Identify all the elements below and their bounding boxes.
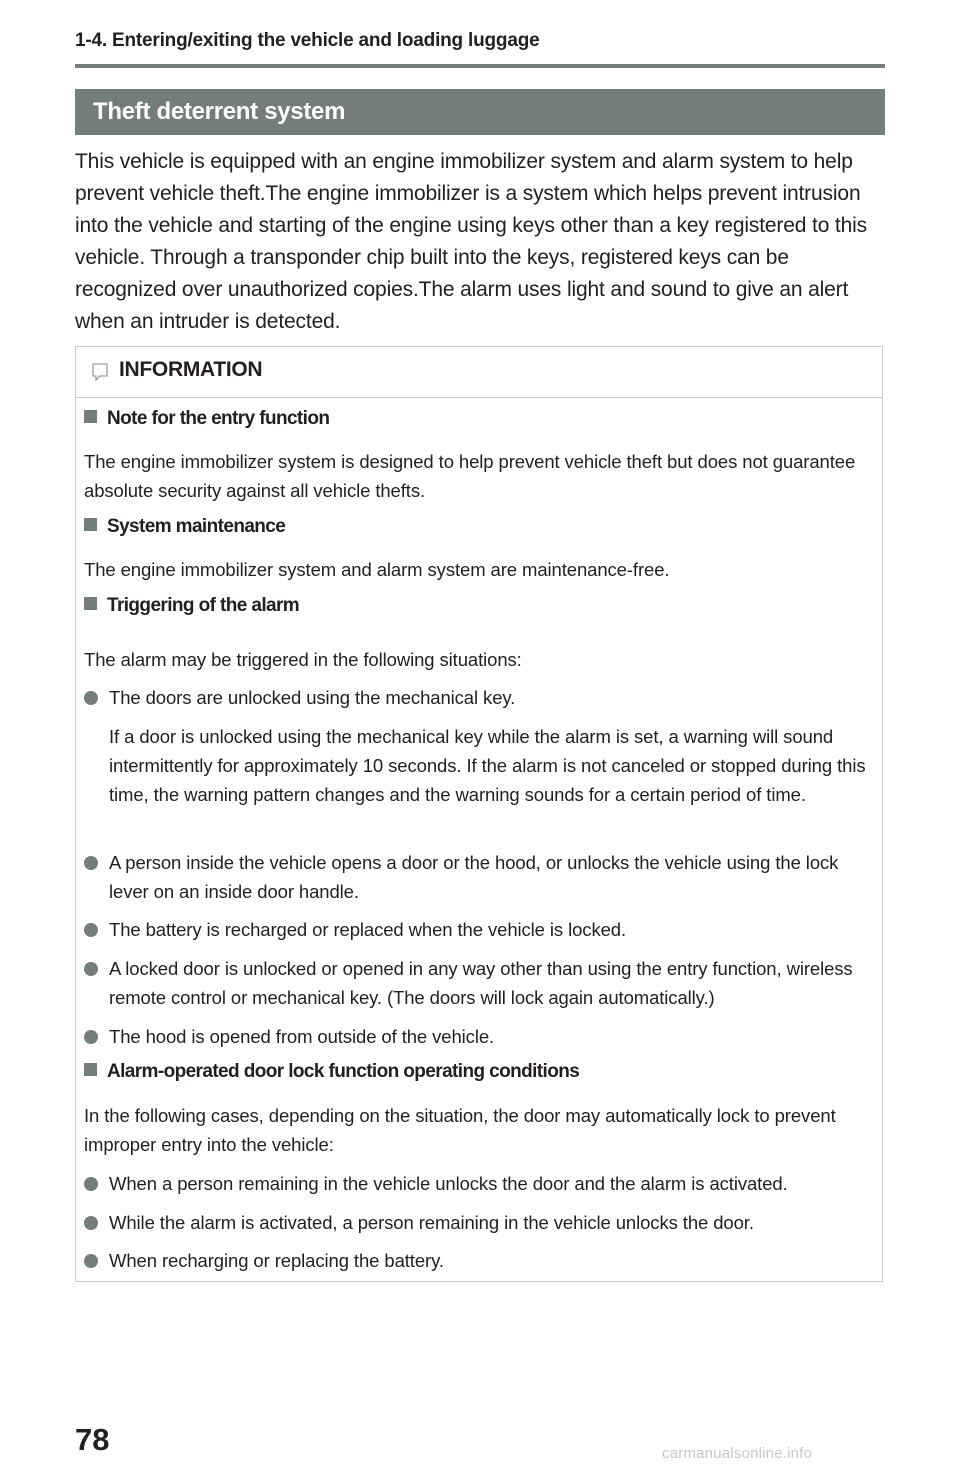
square-bullet-icon bbox=[84, 1063, 97, 1076]
information-icon bbox=[91, 363, 109, 381]
list-item: A locked door is unlocked or opened in any way other than using the entry function, wireless remote control or mechanical key. (The doors will lock again automatically.) bbox=[84, 954, 869, 1012]
entry-text: The engine immobilizer system is designed to help prevent vehicle theft but does not guarantee absolute security against all vehicle thefts. bbox=[84, 451, 856, 501]
round-bullet-icon bbox=[84, 1177, 98, 1191]
watermark: carmanualsonline.info bbox=[662, 1445, 813, 1462]
chapter-title: 1-4. Entering/exiting the vehicle and loading luggage bbox=[75, 30, 540, 51]
intro-paragraph: This vehicle is equipped with an engine immobilizer system and alarm system to help prevent vehicle theft.The engine immobilizer is a system which helps prevent intrusion into the vehicle and starting of the engine using keys other than a key registered to this vehicle. Through a transponder chip built into the keys, registered keys can be recognized over unauthorized copies.The alarm uses light and sound to give an alert when an intruder is detected. bbox=[75, 150, 867, 333]
triggering-text: The alarm may be triggered in the following situations: bbox=[84, 649, 522, 670]
list-item: When recharging or replacing the battery. bbox=[84, 1246, 869, 1275]
section-title: Theft deterrent system bbox=[93, 98, 346, 125]
section-banner bbox=[75, 89, 885, 135]
information-label: INFORMATION bbox=[119, 358, 263, 381]
autolock-heading: Alarm-operated door lock function operating conditions bbox=[84, 1061, 579, 1083]
list-item: When a person remaining in the vehicle unlocks the door and the alarm is activated. bbox=[84, 1169, 869, 1198]
round-bullet-icon bbox=[84, 962, 98, 976]
list-item: The hood is opened from outside of the vehicle. bbox=[84, 1022, 869, 1051]
information-box bbox=[75, 346, 883, 1282]
list-item: The battery is recharged or replaced when the vehicle is locked. bbox=[84, 915, 869, 944]
list-item: A person inside the vehicle opens a door or the hood, or unlocks the vehicle using the lock lever on an inside door handle. bbox=[84, 848, 869, 906]
round-bullet-icon bbox=[84, 923, 98, 937]
page-number: 78 bbox=[75, 1422, 110, 1457]
running-header bbox=[75, 30, 885, 52]
triggering-heading: Triggering of the alarm bbox=[84, 595, 299, 617]
bullet-detail: If a door is unlocked using the mechanical key while the alarm is set, a warning will sound intermittently for approximately 10 seconds. If the alarm is not canceled or stopped during this time, the warning pattern changes and the warning sounds for a certain period of time. bbox=[109, 726, 866, 805]
square-bullet-icon bbox=[84, 410, 97, 423]
header-divider bbox=[75, 64, 885, 68]
round-bullet-icon bbox=[84, 1216, 98, 1230]
round-bullet-icon bbox=[84, 691, 98, 705]
square-bullet-icon bbox=[84, 518, 97, 531]
autolock-text: In the following cases, depending on the situation, the door may automatically lock to prevent improper entry into the vehicle: bbox=[84, 1105, 836, 1155]
round-bullet-icon bbox=[84, 1254, 98, 1268]
information-header bbox=[76, 347, 882, 398]
maintenance-text: The engine immobilizer system and alarm system are maintenance-free. bbox=[84, 559, 670, 580]
maintenance-heading: System maintenance bbox=[84, 516, 285, 538]
list-item: The doors are unlocked using the mechanical key. bbox=[84, 683, 869, 712]
entry-heading: Note for the entry function bbox=[84, 408, 329, 430]
list-item: While the alarm is activated, a person remaining in the vehicle unlocks the door. bbox=[84, 1208, 869, 1237]
round-bullet-icon bbox=[84, 856, 98, 870]
round-bullet-icon bbox=[84, 1030, 98, 1044]
square-bullet-icon bbox=[84, 597, 97, 610]
